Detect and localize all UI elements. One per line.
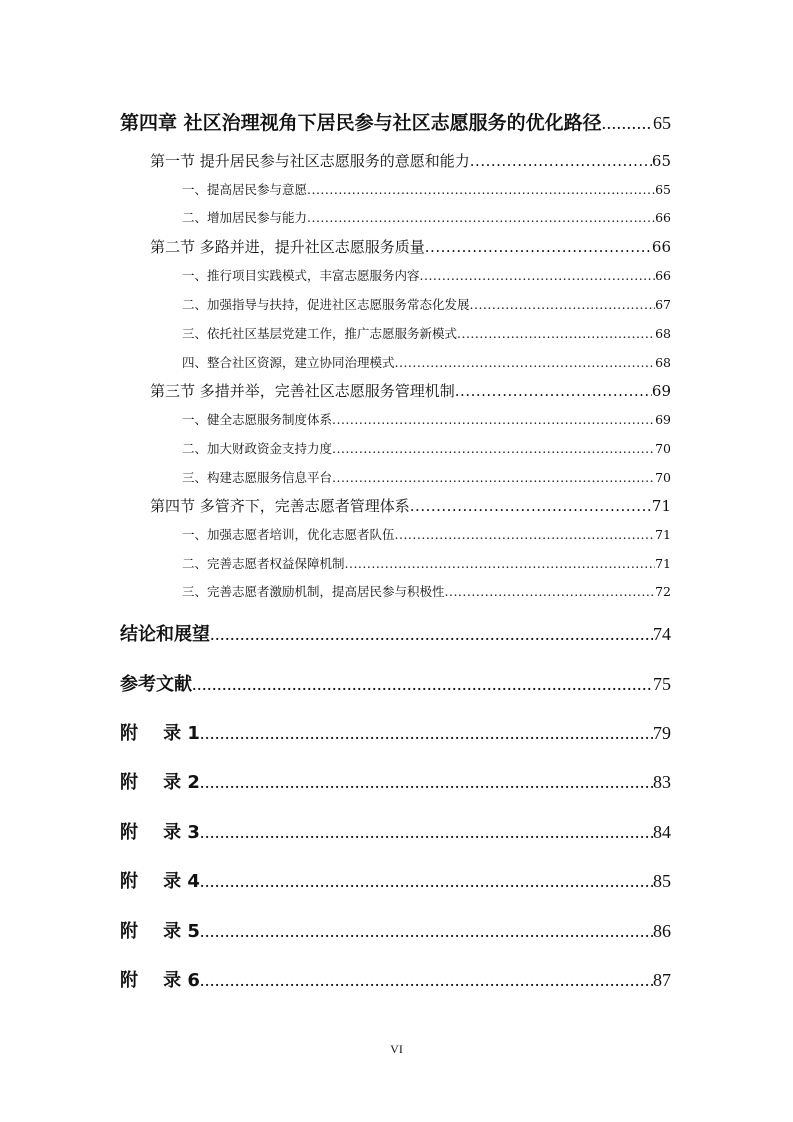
toc-chapter-4[interactable] bbox=[120, 108, 671, 135]
toc-item-4-3[interactable] bbox=[182, 582, 671, 600]
toc-item-2-3[interactable] bbox=[182, 324, 671, 342]
toc-leader-dots bbox=[425, 238, 652, 256]
toc-page-number: 67 bbox=[655, 297, 671, 312]
toc-item-3-2[interactable] bbox=[182, 439, 671, 457]
toc-title: 三、构建志愿服务信息平台 bbox=[182, 470, 333, 485]
toc-page-number: 66 bbox=[655, 268, 671, 283]
toc-title: 第四节 多管齐下，完善志愿者管理体系 bbox=[150, 497, 410, 515]
toc-item-4-1[interactable] bbox=[182, 525, 671, 543]
page-footer-number: VI bbox=[390, 1042, 403, 1056]
toc-leader-dots bbox=[395, 355, 656, 370]
toc-title: 参考文献 bbox=[120, 674, 192, 695]
toc-section-2[interactable] bbox=[150, 236, 671, 257]
toc-leader-dots bbox=[307, 210, 655, 225]
toc-page-number: 75 bbox=[653, 674, 671, 694]
toc-item-2-1[interactable] bbox=[182, 266, 671, 284]
toc-title: 第四章 社区治理视角下居民参与社区志愿服务的优化路径 bbox=[120, 112, 602, 134]
toc-title: 三、依托社区基层党建工作，推广志愿服务新模式 bbox=[182, 326, 458, 341]
toc-title: 一、提高居民参与意愿 bbox=[182, 182, 308, 197]
toc-page-number: 66 bbox=[651, 238, 671, 256]
toc-title: 附 录 4 bbox=[120, 871, 200, 892]
toc-page-number: 74 bbox=[653, 624, 671, 644]
toc-title: 三、完善志愿者激励机制，提高居民参与积极性 bbox=[182, 584, 445, 599]
toc-title: 二、加大财政资金支持力度 bbox=[182, 441, 333, 456]
toc-leader-dots bbox=[200, 723, 653, 744]
toc-leader-dots bbox=[210, 624, 653, 645]
toc-page-number: 71 bbox=[651, 497, 671, 515]
toc-title: 附 录 5 bbox=[120, 921, 200, 942]
toc-page-number: 66 bbox=[655, 210, 671, 225]
toc-title: 二、加强指导与扶持，促进社区志愿服务常态化发展 bbox=[182, 297, 470, 312]
toc-page-number: 87 bbox=[653, 970, 671, 990]
toc-leader-dots bbox=[455, 382, 652, 400]
toc-page-number: 65 bbox=[655, 182, 671, 197]
toc-page-number: 79 bbox=[653, 723, 671, 743]
toc-appendix-3[interactable] bbox=[120, 818, 671, 844]
toc-leader-dots bbox=[395, 527, 656, 542]
toc-appendix-4[interactable] bbox=[120, 867, 671, 893]
toc-leader-dots bbox=[332, 441, 655, 456]
toc-page-number: 85 bbox=[653, 871, 671, 891]
toc-section-3[interactable] bbox=[150, 380, 671, 401]
toc-title: 一、加强志愿者培训，优化志愿者队伍 bbox=[182, 527, 395, 542]
toc-appendix-1[interactable] bbox=[120, 719, 671, 745]
toc-appendix-6[interactable] bbox=[120, 966, 671, 992]
toc-appendix-5[interactable] bbox=[120, 917, 671, 943]
toc-leader-dots bbox=[470, 297, 656, 312]
toc-page-number: 71 bbox=[655, 527, 671, 542]
toc-title: 第一节 提升居民参与社区志愿服务的意愿和能力 bbox=[150, 152, 470, 170]
toc-references[interactable] bbox=[120, 670, 671, 696]
toc-item-2-4[interactable] bbox=[182, 353, 671, 371]
toc-page-number: 71 bbox=[655, 556, 671, 571]
toc-leader-dots bbox=[332, 412, 655, 427]
toc-page-number: 68 bbox=[655, 355, 671, 370]
toc-leader-dots bbox=[445, 584, 656, 599]
toc-page-number: 70 bbox=[655, 441, 671, 456]
toc-conclusion[interactable] bbox=[120, 620, 671, 646]
toc-item-1-1[interactable] bbox=[182, 180, 671, 198]
toc-title: 二、增加居民参与能力 bbox=[182, 210, 308, 225]
toc-title: 附 录 2 bbox=[120, 772, 200, 793]
toc-page-number: 70 bbox=[655, 470, 671, 485]
toc-section-4[interactable] bbox=[150, 495, 671, 516]
toc-leader-dots bbox=[200, 871, 653, 892]
toc-section-1[interactable] bbox=[150, 150, 671, 171]
toc-item-2-2[interactable] bbox=[182, 295, 671, 313]
toc-title: 一、推行项目实践模式，丰富志愿服务内容 bbox=[182, 268, 420, 283]
toc-title: 结论和展望 bbox=[120, 624, 210, 645]
toc-leader-dots bbox=[345, 556, 656, 571]
toc-item-3-1[interactable] bbox=[182, 410, 671, 428]
toc-page-number: 65 bbox=[651, 152, 671, 170]
toc-title: 附 录 1 bbox=[120, 723, 200, 744]
toc-page-number: 69 bbox=[651, 382, 671, 400]
toc-leader-dots bbox=[332, 470, 655, 485]
toc-leader-dots bbox=[200, 921, 653, 942]
toc-leader-dots bbox=[307, 182, 655, 197]
toc-title: 附 录 6 bbox=[120, 970, 200, 991]
toc-leader-dots bbox=[200, 772, 653, 793]
toc-page-number: 83 bbox=[653, 772, 671, 792]
toc-title: 第三节 多措并举，完善社区志愿服务管理机制 bbox=[150, 382, 455, 400]
toc-leader-dots bbox=[457, 326, 655, 341]
toc-page-number: 84 bbox=[653, 822, 671, 842]
toc-title: 附 录 3 bbox=[120, 822, 200, 843]
toc-title: 第二节 多路并进，提升社区志愿服务质量 bbox=[150, 238, 425, 256]
toc-page-number: 68 bbox=[655, 326, 671, 341]
toc-leader-dots bbox=[200, 822, 653, 843]
toc-page-number: 86 bbox=[653, 921, 671, 941]
toc-item-3-3[interactable] bbox=[182, 468, 671, 486]
toc-leader-dots bbox=[192, 674, 653, 695]
toc-appendix-2[interactable] bbox=[120, 768, 671, 794]
toc-leader-dots bbox=[420, 268, 656, 283]
toc-leader-dots bbox=[470, 152, 652, 170]
toc-title: 四、整合社区资源，建立协同治理模式 bbox=[182, 355, 395, 370]
toc-leader-dots bbox=[200, 970, 653, 991]
toc-item-1-2[interactable] bbox=[182, 208, 671, 226]
toc-page-number: 72 bbox=[655, 584, 671, 599]
toc-title: 一、健全志愿服务制度体系 bbox=[182, 412, 333, 427]
toc-page-number: 69 bbox=[655, 412, 671, 427]
toc-page-number: 65 bbox=[653, 113, 671, 133]
toc-item-4-2[interactable] bbox=[182, 554, 671, 572]
toc-leader-dots bbox=[410, 497, 652, 515]
toc-leader-dots bbox=[602, 113, 653, 134]
toc-title: 二、完善志愿者权益保障机制 bbox=[182, 556, 345, 571]
